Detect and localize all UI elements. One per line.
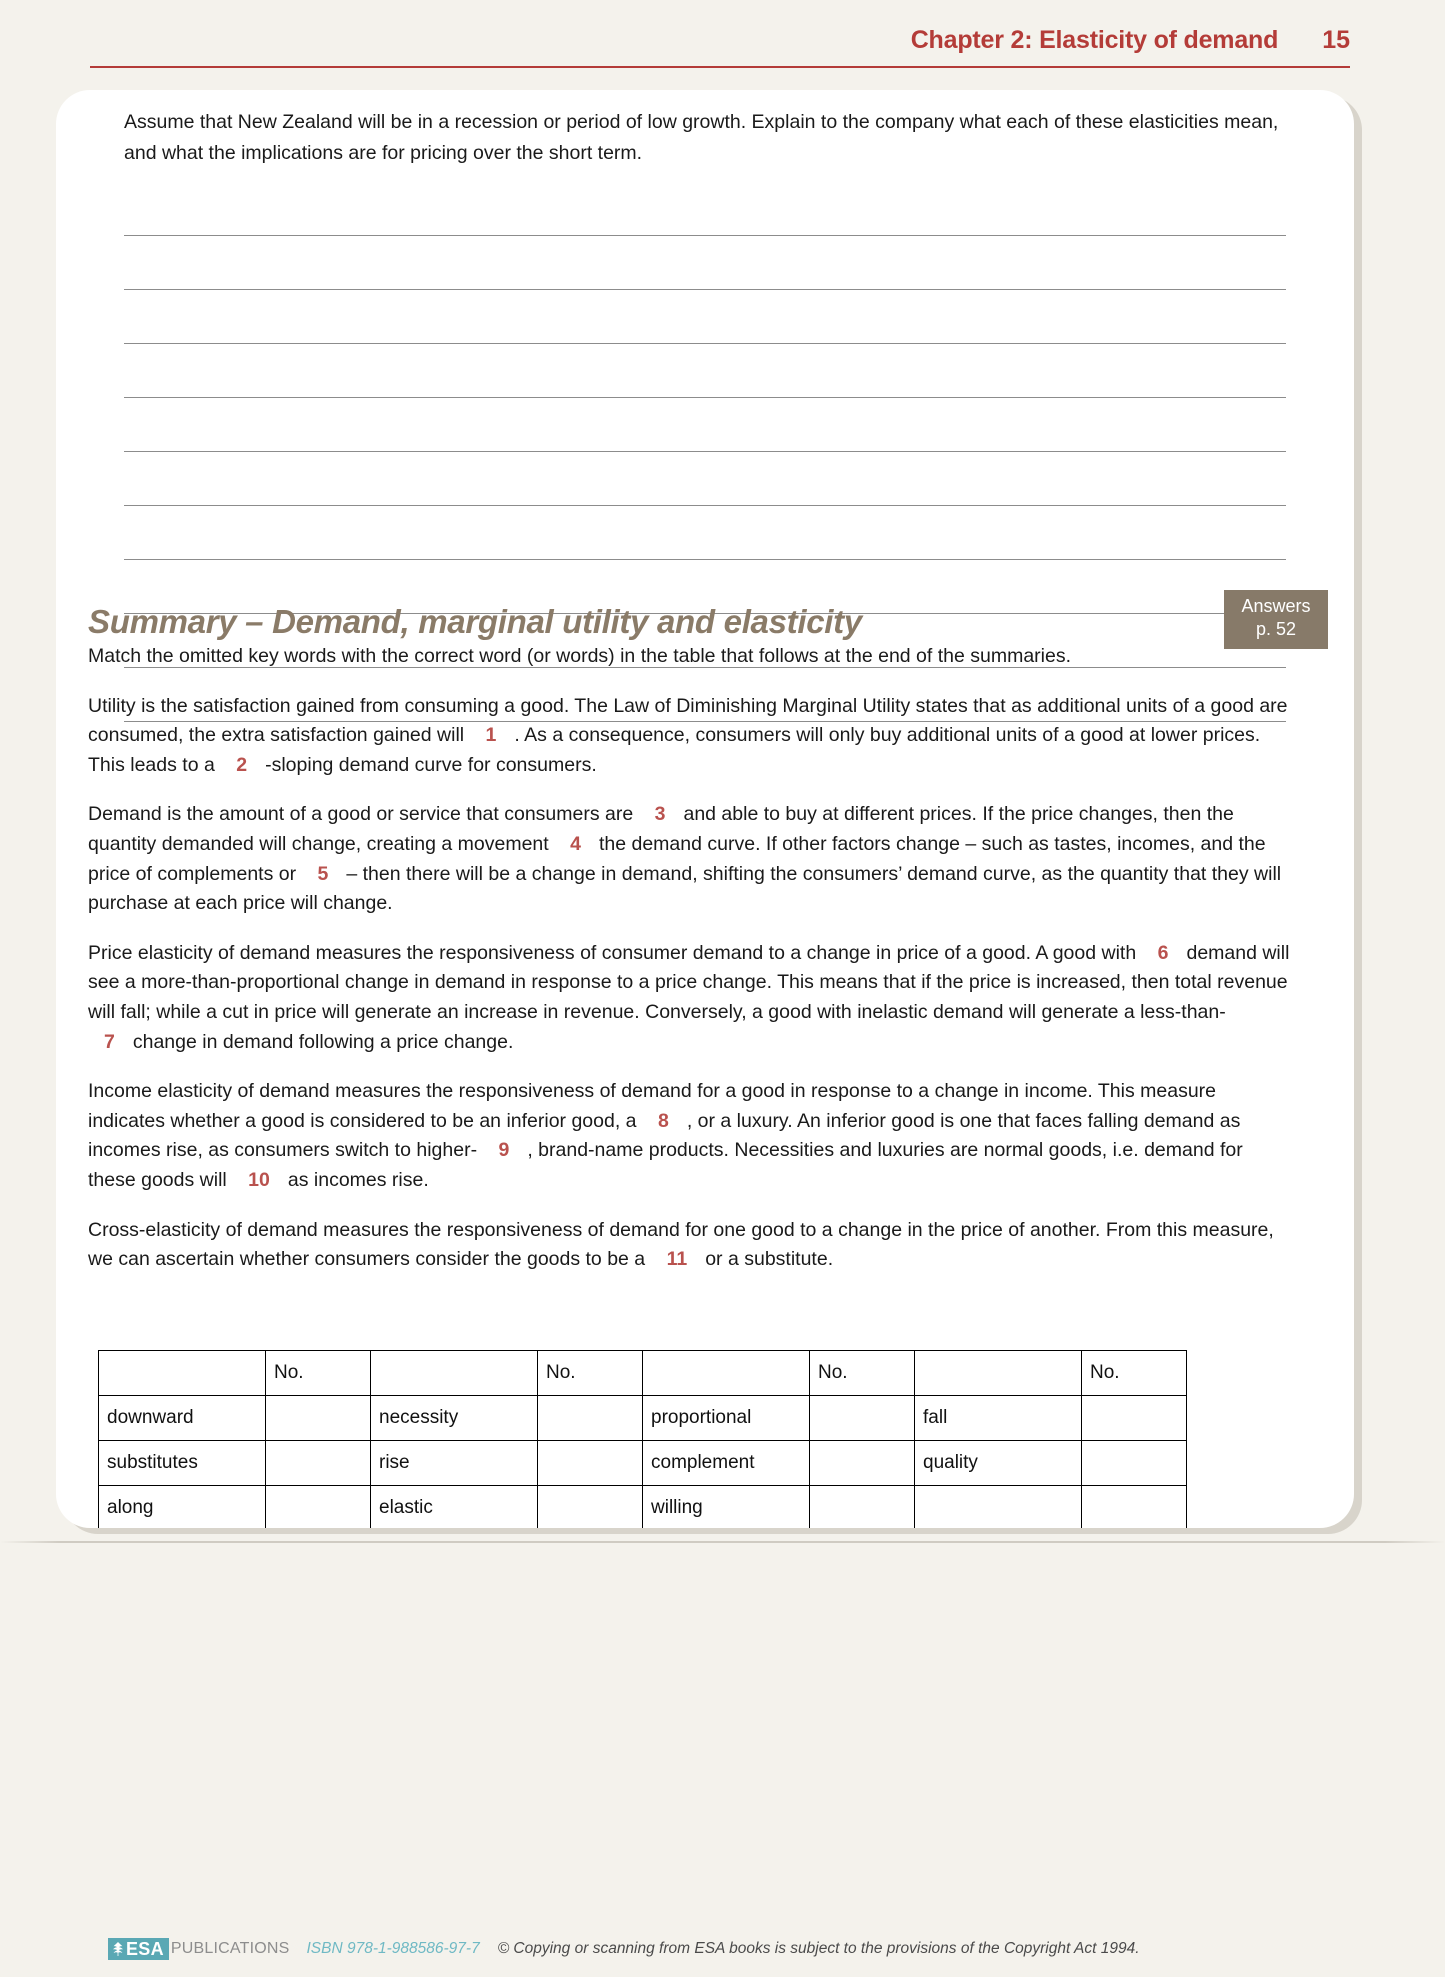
summary-text: demand will see a more-than-proportional change in demand in response to a price change. This means that if the price is increased, then total revenue will fall; while a cut in price will generate an increase in revenue. Conversely, a good with inelastic demand will generate a less-than-: [88, 941, 1290, 1023]
answer-line[interactable]: [124, 290, 1286, 344]
table-row: [99, 1486, 1187, 1529]
table-cell-no-input[interactable]: [810, 1441, 915, 1486]
summary-body: [88, 642, 1293, 1295]
table-cell-word: [643, 1351, 810, 1396]
summary-text: change in demand following a price change.: [132, 1030, 514, 1053]
answer-line[interactable]: [124, 452, 1286, 506]
blank-8[interactable]: 8: [657, 1109, 669, 1132]
table-cell-word: along: [99, 1486, 266, 1529]
table-cell-no-input[interactable]: [266, 1396, 371, 1441]
header-divider: [90, 66, 1350, 68]
exercise-prompt: Assume that New Zealand will be in a recession or period of low growth. Explain to the company what each of these elasticities mean, and what the implications are for pricing over the short term.: [124, 111, 1279, 164]
summary-text: . As a consequence, consumers will only buy additional units of a good at lower prices. This leads to a: [88, 724, 1261, 776]
table-cell-word: proportional: [643, 1396, 810, 1441]
answers-badge-page: p. 52: [1255, 619, 1297, 639]
summary-text: as incomes rise.: [287, 1168, 429, 1191]
summary-paragraph-utility: [88, 692, 1293, 781]
table-cell-word: quality: [915, 1441, 1082, 1486]
summary-text: the demand curve. If other factors change – such as tastes, incomes, and the price of complements or: [88, 832, 1266, 885]
esa-publications-label: PUBLICATIONS: [170, 1940, 290, 1957]
word-bank-table: [98, 1350, 1187, 1528]
blank-7[interactable]: 7: [104, 1030, 115, 1053]
summary-paragraph-demand: [88, 800, 1293, 918]
table-cell-word: rise: [371, 1441, 538, 1486]
summary-text: , or a luxury. An inferior good is one that faces falling demand as incomes rise, as consumers switch to higher-: [88, 1109, 1241, 1162]
summary-text: and able to buy at different prices. If the price changes, then the quantity demanded will change, creating a movement: [88, 803, 1234, 855]
summary-text: -sloping demand curve for consumers.: [265, 753, 597, 776]
summary-text: Utility is the satisfaction gained from consuming a good. The Law of Diminishing Marginal Utility states that as additional units of a good are consumed, the extra satisfaction gained will: [88, 694, 1288, 747]
blank-10[interactable]: 10: [248, 1168, 270, 1191]
table-cell-no-input[interactable]: [1082, 1441, 1187, 1486]
summary-text: Demand is the amount of a good or service that consumers are: [88, 803, 639, 826]
blank-5[interactable]: 5: [317, 862, 329, 885]
answer-line[interactable]: [124, 182, 1286, 236]
summary-instruction: Match the omitted key words with the correct word (or words) in the table that follows at the end of the summaries.: [88, 645, 1072, 667]
blank-3[interactable]: 3: [654, 803, 666, 826]
answer-line[interactable]: [124, 236, 1286, 290]
summary-paragraph-income-elasticity: [88, 1077, 1293, 1195]
blank-6[interactable]: 6: [1157, 941, 1169, 964]
card-body: [56, 90, 1354, 1528]
table-cell-no-input[interactable]: [538, 1441, 643, 1486]
esa-letters: ESA: [126, 1939, 164, 1959]
table-cell-no-header[interactable]: No.: [266, 1351, 371, 1396]
table-cell-no-input[interactable]: [810, 1486, 915, 1529]
table-cell-no-input[interactable]: [538, 1396, 643, 1441]
blank-11[interactable]: 11: [666, 1248, 688, 1271]
table-header-row: [99, 1351, 1187, 1396]
copyright-note: © Copying or scanning from ESA books is subject to the provisions of the Copyright Act 1994.: [497, 1940, 1140, 1957]
blank-4[interactable]: 4: [570, 832, 581, 855]
summary-title: Summary – Demand, marginal utility and elasticity: [88, 603, 862, 640]
table-cell-no-header[interactable]: No.: [538, 1351, 643, 1396]
table-cell-no-input[interactable]: [1082, 1396, 1187, 1441]
table-cell-word: [371, 1351, 538, 1396]
chapter-title: Chapter 2: Elasticity of demand: [910, 26, 1279, 54]
content-card: [56, 90, 1354, 1528]
summary-text: or a substitute.: [705, 1248, 834, 1271]
page-footer: [108, 1938, 1140, 1960]
summary-text: , brand-name products. Necessities and luxuries are normal goods, i.e. demand for these goods will: [88, 1139, 1243, 1191]
answer-line[interactable]: [124, 506, 1286, 560]
blank-9[interactable]: 9: [498, 1139, 510, 1162]
table-cell-no-input[interactable]: [538, 1486, 643, 1529]
summary-paragraphs: [88, 692, 1293, 1275]
summary-paragraph-price-elasticity: [88, 939, 1293, 1057]
blank-2[interactable]: 2: [236, 753, 248, 776]
summary-text: Price elasticity of demand measures the responsiveness of consumer demand to a change in price of a good. A good with: [88, 941, 1142, 964]
table-cell-word: complement: [643, 1441, 810, 1486]
table-cell-word: necessity: [371, 1396, 538, 1441]
summary-text: Cross-elasticity of demand measures the responsiveness of demand for one good to a change in the price of another. From this measure, we can ascertain whether consumers consider the goods to be a: [88, 1218, 1274, 1271]
table-cell-empty: [915, 1486, 1082, 1529]
answer-line[interactable]: [124, 344, 1286, 398]
table-cell-word: downward: [99, 1396, 266, 1441]
table-cell-no-header[interactable]: No.: [1082, 1351, 1187, 1396]
page-header: [0, 0, 1445, 72]
page-number: 15: [1322, 26, 1350, 54]
esa-logo: [108, 1938, 169, 1960]
table-row: [99, 1396, 1187, 1441]
isbn-text: ISBN 978-1-988586-97-7: [306, 1940, 480, 1957]
table-cell-no-input[interactable]: [266, 1441, 371, 1486]
table-cell-word: substitutes: [99, 1441, 266, 1486]
table-cell-no-input[interactable]: [810, 1396, 915, 1441]
summary-text: Income elasticity of demand measures the responsiveness of demand for a good in response to a change in income. This measure indicates whether a good is considered to be an inferior good, a: [88, 1080, 1217, 1132]
table-row: [99, 1441, 1187, 1486]
table-cell-word: elastic: [371, 1486, 538, 1529]
answers-badge[interactable]: [1224, 590, 1328, 649]
footer-divider: [0, 1541, 1445, 1543]
table-cell-word: fall: [915, 1396, 1082, 1441]
table-cell-no-input[interactable]: [266, 1486, 371, 1529]
word-table-wrap: [98, 1350, 1120, 1528]
blank-1[interactable]: 1: [485, 724, 497, 747]
tree-icon: [111, 1941, 125, 1957]
summary-text: – then there will be a change in demand, shifting the consumers’ demand curve, as the quantity that they will purchase at each price will change.: [88, 862, 1282, 915]
answers-badge-label: Answers: [1241, 596, 1311, 616]
summary-heading-row: [88, 590, 1328, 649]
table-cell-word: willing: [643, 1486, 810, 1529]
table-cell-empty: [1082, 1486, 1187, 1529]
header-inner: [911, 26, 1350, 55]
summary-paragraph-cross-elasticity: [88, 1216, 1293, 1275]
answer-line[interactable]: [124, 398, 1286, 452]
table-cell-word: [99, 1351, 266, 1396]
table-cell-word: [915, 1351, 1082, 1396]
table-cell-no-header[interactable]: No.: [810, 1351, 915, 1396]
